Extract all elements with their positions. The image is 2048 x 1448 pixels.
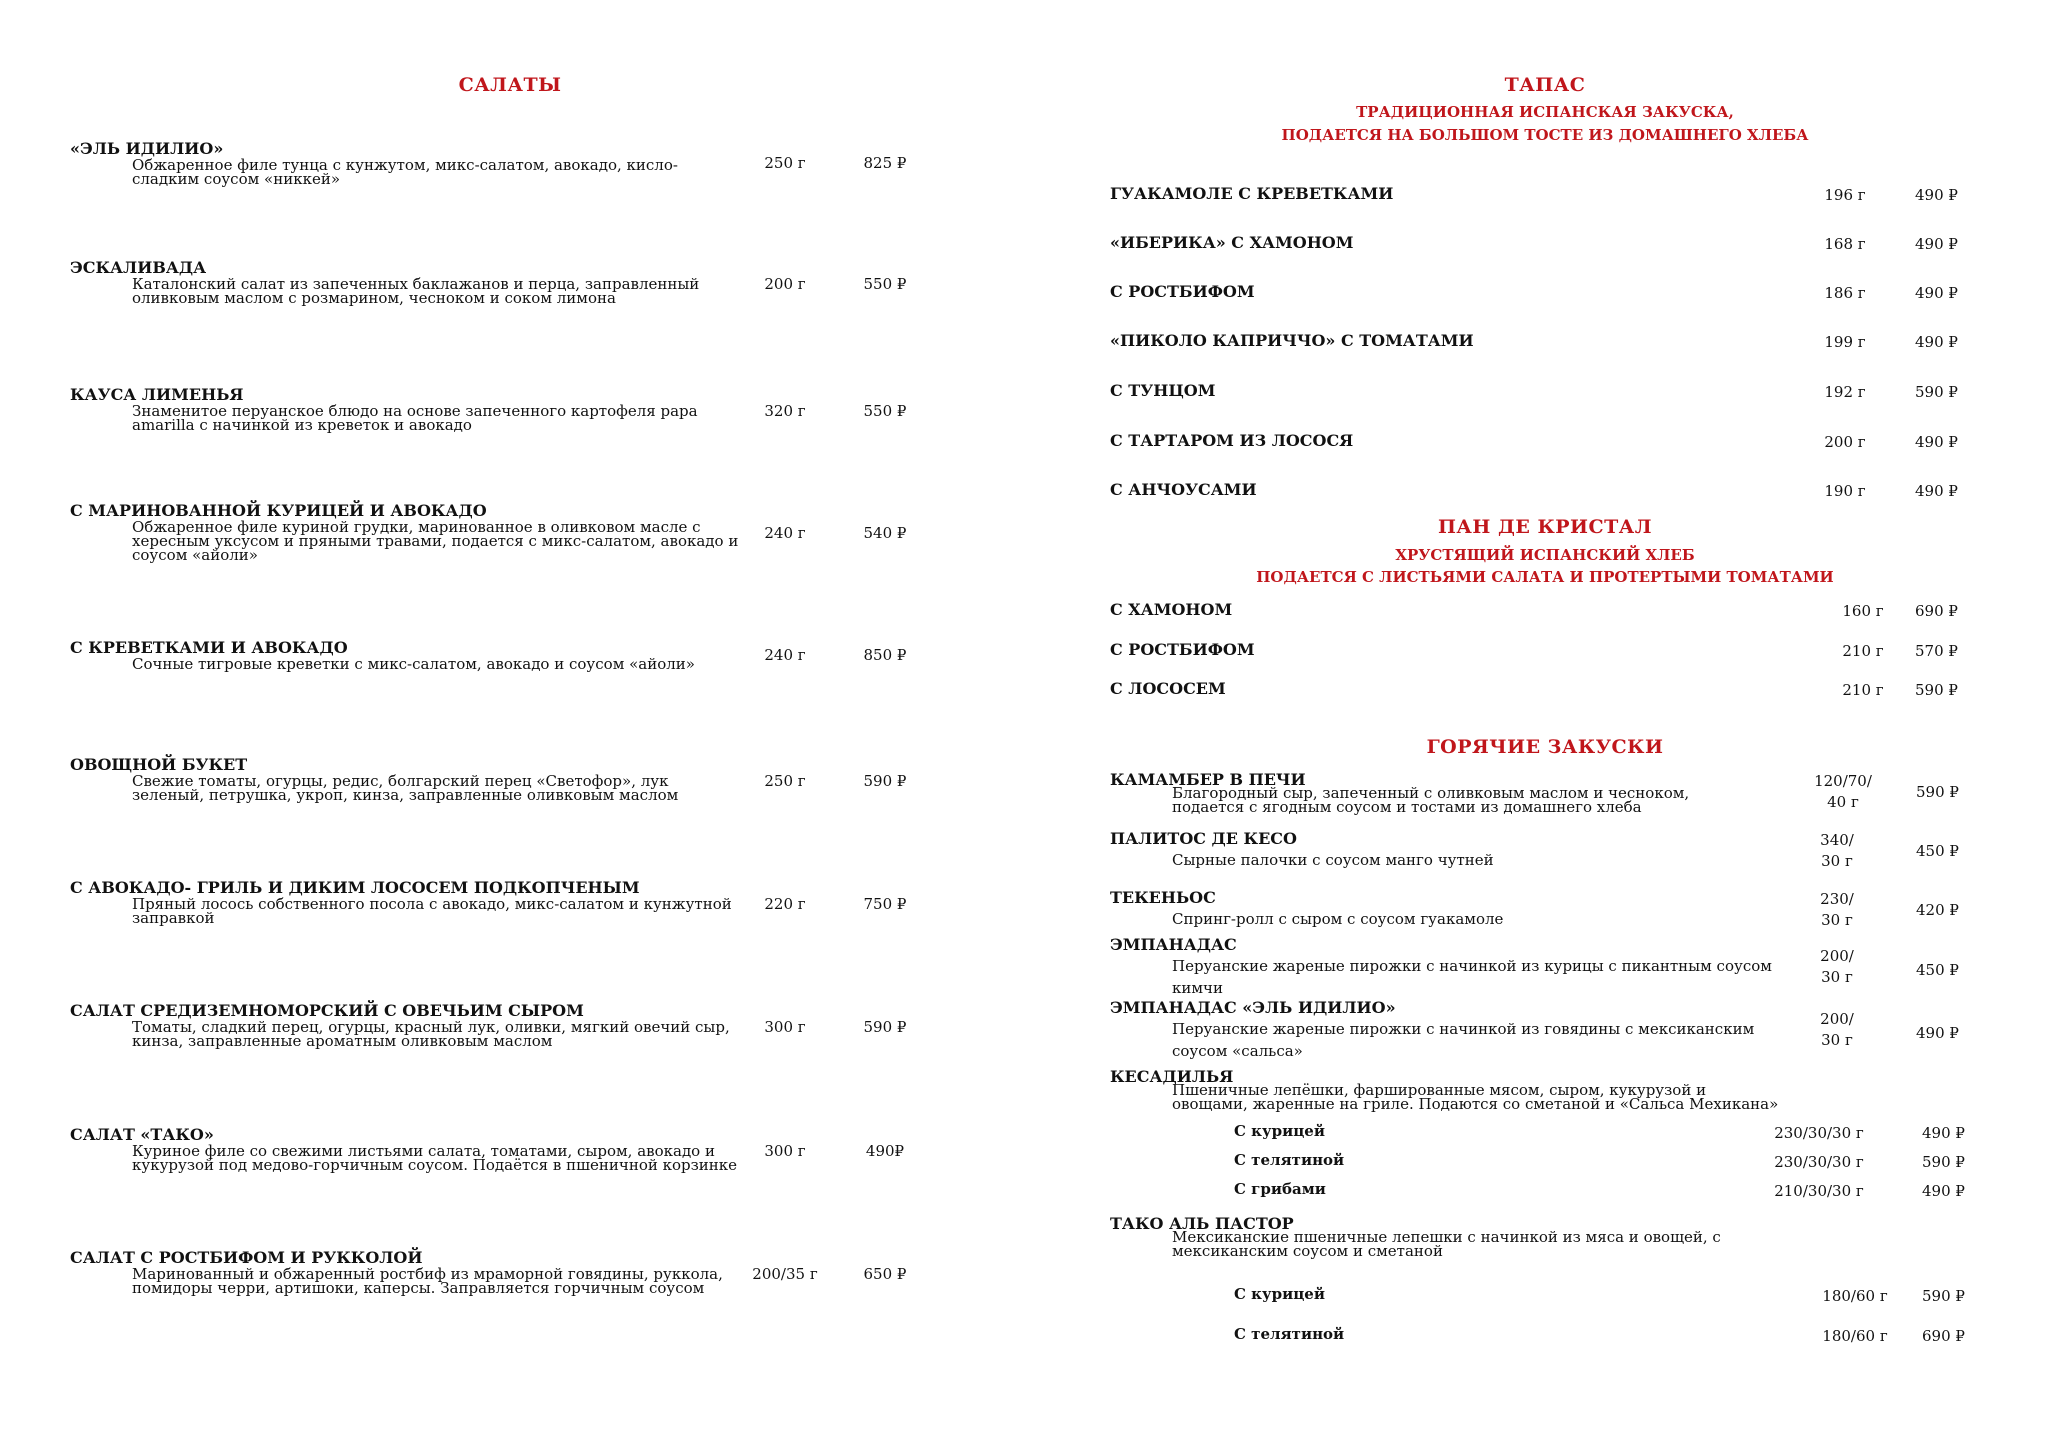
item-weight: 240 г bbox=[764, 524, 806, 542]
item-name: «ЭЛЬ ИДИЛИО» bbox=[70, 139, 224, 158]
item-description: Куриное филе со свежими листьями салата, томатами, сыром, авокадо и кукурузой под медово-горчичным соусом. Подаётся в пшеничной корзинке bbox=[132, 1142, 738, 1174]
tapas-item-weight: 200 г bbox=[1824, 433, 1866, 451]
item-weight: 250 г bbox=[764, 154, 806, 172]
quesadilla-option-price: 490 ₽ bbox=[1922, 1182, 1965, 1200]
hot-item-weight: 120/70/ bbox=[1814, 772, 1872, 790]
hot-item-name: КАМАМБЕР В ПЕЧИ bbox=[1110, 770, 1306, 789]
salad-item bbox=[70, 1249, 920, 1295]
item-weight: 220 г bbox=[764, 895, 806, 913]
item-price: 590 ₽ bbox=[863, 772, 907, 790]
item-weight: 200 г bbox=[764, 275, 806, 293]
tapas-item-price: 490 ₽ bbox=[1915, 284, 1958, 302]
hot-item-name: ПАЛИТОС ДЕ КЕСО bbox=[1110, 829, 1297, 848]
tapas-item-price: 490 ₽ bbox=[1915, 482, 1958, 500]
tapas-item-price: 490 ₽ bbox=[1915, 235, 1958, 253]
tapas-subtitle: ТРАДИЦИОННАЯ ИСПАНСКАЯ ЗАКУСКА, bbox=[1356, 103, 1734, 121]
hot-item-weight: 340/ bbox=[1820, 831, 1854, 849]
hot-item-price: 450 ₽ bbox=[1916, 961, 1959, 979]
hot-item-weight: 200/ bbox=[1820, 947, 1854, 965]
tapas-item-name: «ИБЕРИКА» С ХАМОНОМ bbox=[1110, 233, 1354, 252]
hot-item-description: соусом «сальса» bbox=[1172, 1042, 1303, 1060]
item-description: Обжаренное филе тунца с кунжутом, микс-салатом, авокадо, кисло-сладким соусом «никкей» bbox=[132, 156, 678, 188]
salad-item bbox=[70, 140, 920, 186]
salads-title: САЛАТЫ bbox=[458, 74, 562, 96]
item-price: 650 ₽ bbox=[863, 1265, 907, 1283]
tapas-item-weight: 199 г bbox=[1824, 333, 1866, 351]
hot-item-description: Спринг-ролл с сыром с соусом гуакамоле bbox=[1172, 910, 1504, 928]
pan-item-name: С ЛОСОСЕМ bbox=[1110, 679, 1226, 698]
hot-item-weight: 40 г bbox=[1827, 793, 1859, 811]
pan-subtitle: ПОДАЕТСЯ С ЛИСТЬЯМИ САЛАТА И ПРОТЕРТЫМИ ТОМАТАМИ bbox=[1256, 568, 1834, 586]
item-price: 550 ₽ bbox=[863, 275, 907, 293]
taco-name: ТАКО АЛЬ ПАСТОР bbox=[1110, 1214, 1294, 1233]
item-description: Томаты, сладкий перец, огурцы, красный лук, оливки, мягкий овечий сыр, кинза, заправленные ароматным оливковым маслом bbox=[132, 1018, 730, 1050]
item-name: САЛАТ С РОСТБИФОМ И РУККОЛОЙ bbox=[70, 1248, 423, 1267]
pan-item-weight: 160 г bbox=[1842, 602, 1884, 620]
item-price: 490₽ bbox=[865, 1142, 905, 1160]
taco-option-price: 690 ₽ bbox=[1922, 1327, 1965, 1345]
hot-item-weight: 30 г bbox=[1821, 1031, 1853, 1049]
item-name: САЛАТ СРЕДИЗЕМНОМОРСКИЙ С ОВЕЧЬИМ СЫРОМ bbox=[70, 1001, 584, 1020]
salad-item bbox=[70, 756, 920, 802]
item-price: 550 ₽ bbox=[863, 402, 907, 420]
item-description: Пряный лосось собственного посола с авокадо, микс-салатом и кунжутной заправкой bbox=[132, 895, 732, 927]
tapas-item-price: 490 ₽ bbox=[1915, 433, 1958, 451]
taco-description: Мексиканские пшеничные лепешки с начинкой из мяса и овощей, с мексиканским соусом и сметаной bbox=[1172, 1228, 1721, 1260]
item-weight: 200/35 г bbox=[752, 1265, 818, 1283]
tapas-item-weight: 190 г bbox=[1824, 482, 1866, 500]
tapas-item-name: С ТАРТАРОМ ИЗ ЛОСОСЯ bbox=[1110, 431, 1354, 450]
pan-item-weight: 210 г bbox=[1842, 642, 1884, 660]
salad-item bbox=[70, 879, 920, 925]
tapas-item-price: 490 ₽ bbox=[1915, 186, 1958, 204]
hot-item-price: 450 ₽ bbox=[1916, 842, 1959, 860]
item-description: Сочные тигровые креветки с микс-салатом, авокадо и соусом «айоли» bbox=[132, 655, 695, 673]
pan-subtitle: ХРУСТЯЩИЙ ИСПАНСКИЙ ХЛЕБ bbox=[1395, 546, 1695, 564]
item-price: 590 ₽ bbox=[863, 1018, 907, 1036]
pan-item-price: 570 ₽ bbox=[1915, 642, 1958, 660]
tapas-item-name: С ТУНЦОМ bbox=[1110, 381, 1216, 400]
hot-title: ГОРЯЧИЕ ЗАКУСКИ bbox=[1426, 736, 1664, 758]
hot-item-weight: 230/ bbox=[1820, 890, 1854, 908]
salad-item bbox=[70, 502, 920, 562]
item-weight: 300 г bbox=[764, 1142, 806, 1160]
item-price: 540 ₽ bbox=[863, 524, 907, 542]
salad-item bbox=[70, 1126, 920, 1172]
salad-item bbox=[70, 386, 920, 432]
taco-option-weight: 180/60 г bbox=[1822, 1327, 1888, 1345]
item-description: Маринованный и обжаренный ростбиф из мраморной говядины, руккола, помидоры черри, артишоки, каперсы. Заправляется горчичным соусом bbox=[132, 1265, 723, 1297]
item-weight: 250 г bbox=[764, 772, 806, 790]
pan-item-price: 690 ₽ bbox=[1915, 602, 1958, 620]
salad-item bbox=[70, 1002, 920, 1048]
item-weight: 240 г bbox=[764, 646, 806, 664]
item-description: Каталонский салат из запеченных баклажанов и перца, заправленный оливковым маслом с розмарином, чесноком и соком лимона bbox=[132, 275, 700, 307]
item-name: САЛАТ «ТАКО» bbox=[70, 1125, 214, 1144]
tapas-item-name: С АНЧОУСАМИ bbox=[1110, 480, 1257, 499]
tapas-title: ТАПАС bbox=[1504, 74, 1586, 96]
pan-item-name: С РОСТБИФОМ bbox=[1110, 640, 1255, 659]
hot-item-description: Сырные палочки с соусом манго чутней bbox=[1172, 851, 1494, 869]
salad-item bbox=[70, 639, 920, 671]
item-name: ОВОЩНОЙ БУКЕТ bbox=[70, 755, 248, 774]
item-price: 850 ₽ bbox=[863, 646, 907, 664]
pan-item-price: 590 ₽ bbox=[1915, 681, 1958, 699]
quesadilla-description: Пшеничные лепёшки, фаршированные мясом, сыром, кукурузой и овощами, жаренные на гриле. Подаются со сметаной и «Сальса Мехикана» bbox=[1172, 1081, 1779, 1113]
quesadilla-option-name: С грибами bbox=[1234, 1180, 1326, 1198]
item-description: Знаменитое перуанское блюдо на основе запеченного картофеля papa amarilla с начинкой из креветок и авокадо bbox=[132, 402, 698, 434]
salad-item bbox=[70, 259, 920, 305]
quesadilla-option-weight: 230/30/30 г bbox=[1774, 1124, 1864, 1142]
hot-item-name: ТЕКЕНЬОС bbox=[1110, 888, 1216, 907]
taco-option-name: С курицей bbox=[1234, 1285, 1325, 1303]
pan-item-name: С ХАМОНОМ bbox=[1110, 600, 1233, 619]
quesadilla-option-weight: 230/30/30 г bbox=[1774, 1153, 1864, 1171]
hot-item-description: кимчи bbox=[1172, 979, 1223, 997]
item-weight: 300 г bbox=[764, 1018, 806, 1036]
tapas-item-price: 590 ₽ bbox=[1915, 383, 1958, 401]
tapas-item-name: «ПИКОЛО КАПРИЧЧО» С ТОМАТАМИ bbox=[1110, 331, 1474, 350]
hot-item-weight: 30 г bbox=[1821, 852, 1853, 870]
taco-option-weight: 180/60 г bbox=[1822, 1287, 1888, 1305]
tapas-item-weight: 186 г bbox=[1824, 284, 1866, 302]
tapas-item-weight: 168 г bbox=[1824, 235, 1866, 253]
quesadilla-option-name: С телятиной bbox=[1234, 1151, 1345, 1169]
pan-item-weight: 210 г bbox=[1842, 681, 1884, 699]
taco-option-price: 590 ₽ bbox=[1922, 1287, 1965, 1305]
item-price: 825 ₽ bbox=[863, 154, 907, 172]
item-name: С КРЕВЕТКАМИ И АВОКАДО bbox=[70, 638, 348, 657]
item-name: ЭСКАЛИВАДА bbox=[70, 258, 207, 277]
quesadilla-name: КЕСАДИЛЬЯ bbox=[1110, 1067, 1234, 1086]
hot-item-price: 490 ₽ bbox=[1916, 1024, 1959, 1042]
taco-option-name: С телятиной bbox=[1234, 1325, 1345, 1343]
pan-title: ПАН ДЕ КРИСТАЛ bbox=[1437, 516, 1653, 538]
item-weight: 320 г bbox=[764, 402, 806, 420]
hot-item-name: ЭМПАНАДАС bbox=[1110, 935, 1237, 954]
quesadilla-option-price: 590 ₽ bbox=[1922, 1153, 1965, 1171]
hot-item-description: Перуанские жареные пирожки с начинкой из курицы с пикантным соусом bbox=[1172, 957, 1772, 975]
tapas-item-weight: 196 г bbox=[1824, 186, 1866, 204]
hot-item-name: ЭМПАНАДАС «ЭЛЬ ИДИЛИО» bbox=[1110, 998, 1396, 1017]
item-name: С АВОКАДО- ГРИЛЬ И ДИКИМ ЛОСОСЕМ ПОДКОПЧЕНЫМ bbox=[70, 878, 640, 897]
item-name: С МАРИНОВАННОЙ КУРИЦЕЙ И АВОКАДО bbox=[70, 501, 487, 520]
quesadilla-option-price: 490 ₽ bbox=[1922, 1124, 1965, 1142]
hot-item-weight: 30 г bbox=[1821, 911, 1853, 929]
tapas-item-weight: 192 г bbox=[1824, 383, 1866, 401]
hot-item-price: 420 ₽ bbox=[1916, 901, 1959, 919]
item-price: 750 ₽ bbox=[863, 895, 907, 913]
hot-item-price: 590 ₽ bbox=[1916, 783, 1959, 801]
tapas-item-price: 490 ₽ bbox=[1915, 333, 1958, 351]
item-description: Обжаренное филе куриной грудки, маринованное в оливковом масле с хересным уксусом и пряными травами, подается с микс-салатом, авокадо и соусом «айоли» bbox=[132, 518, 739, 564]
tapas-item-name: С РОСТБИФОМ bbox=[1110, 282, 1255, 301]
hot-item-description: Благородный сыр, запеченный с оливковым маслом и чесноком, подается с ягодным соусом и тостами из домашнего хлеба bbox=[1172, 784, 1690, 816]
hot-item-weight: 30 г bbox=[1821, 968, 1853, 986]
quesadilla-option-name: С курицей bbox=[1234, 1122, 1325, 1140]
hot-item-description: Перуанские жареные пирожки с начинкой из говядины с мексиканским bbox=[1172, 1020, 1755, 1038]
item-name: КАУСА ЛИМЕНЬЯ bbox=[70, 385, 244, 404]
item-description: Свежие томаты, огурцы, редис, болгарский перец «Светофор», лук зеленый, петрушка, укроп, кинза, заправленные оливковым маслом bbox=[132, 772, 679, 804]
quesadilla-option-weight: 210/30/30 г bbox=[1774, 1182, 1864, 1200]
tapas-item-name: ГУАКАМОЛЕ С КРЕВЕТКАМИ bbox=[1110, 184, 1394, 203]
hot-item-weight: 200/ bbox=[1820, 1010, 1854, 1028]
tapas-subtitle: ПОДАЕТСЯ НА БОЛЬШОМ ТОСТЕ ИЗ ДОМАШНЕГО ХЛЕБА bbox=[1281, 126, 1809, 144]
